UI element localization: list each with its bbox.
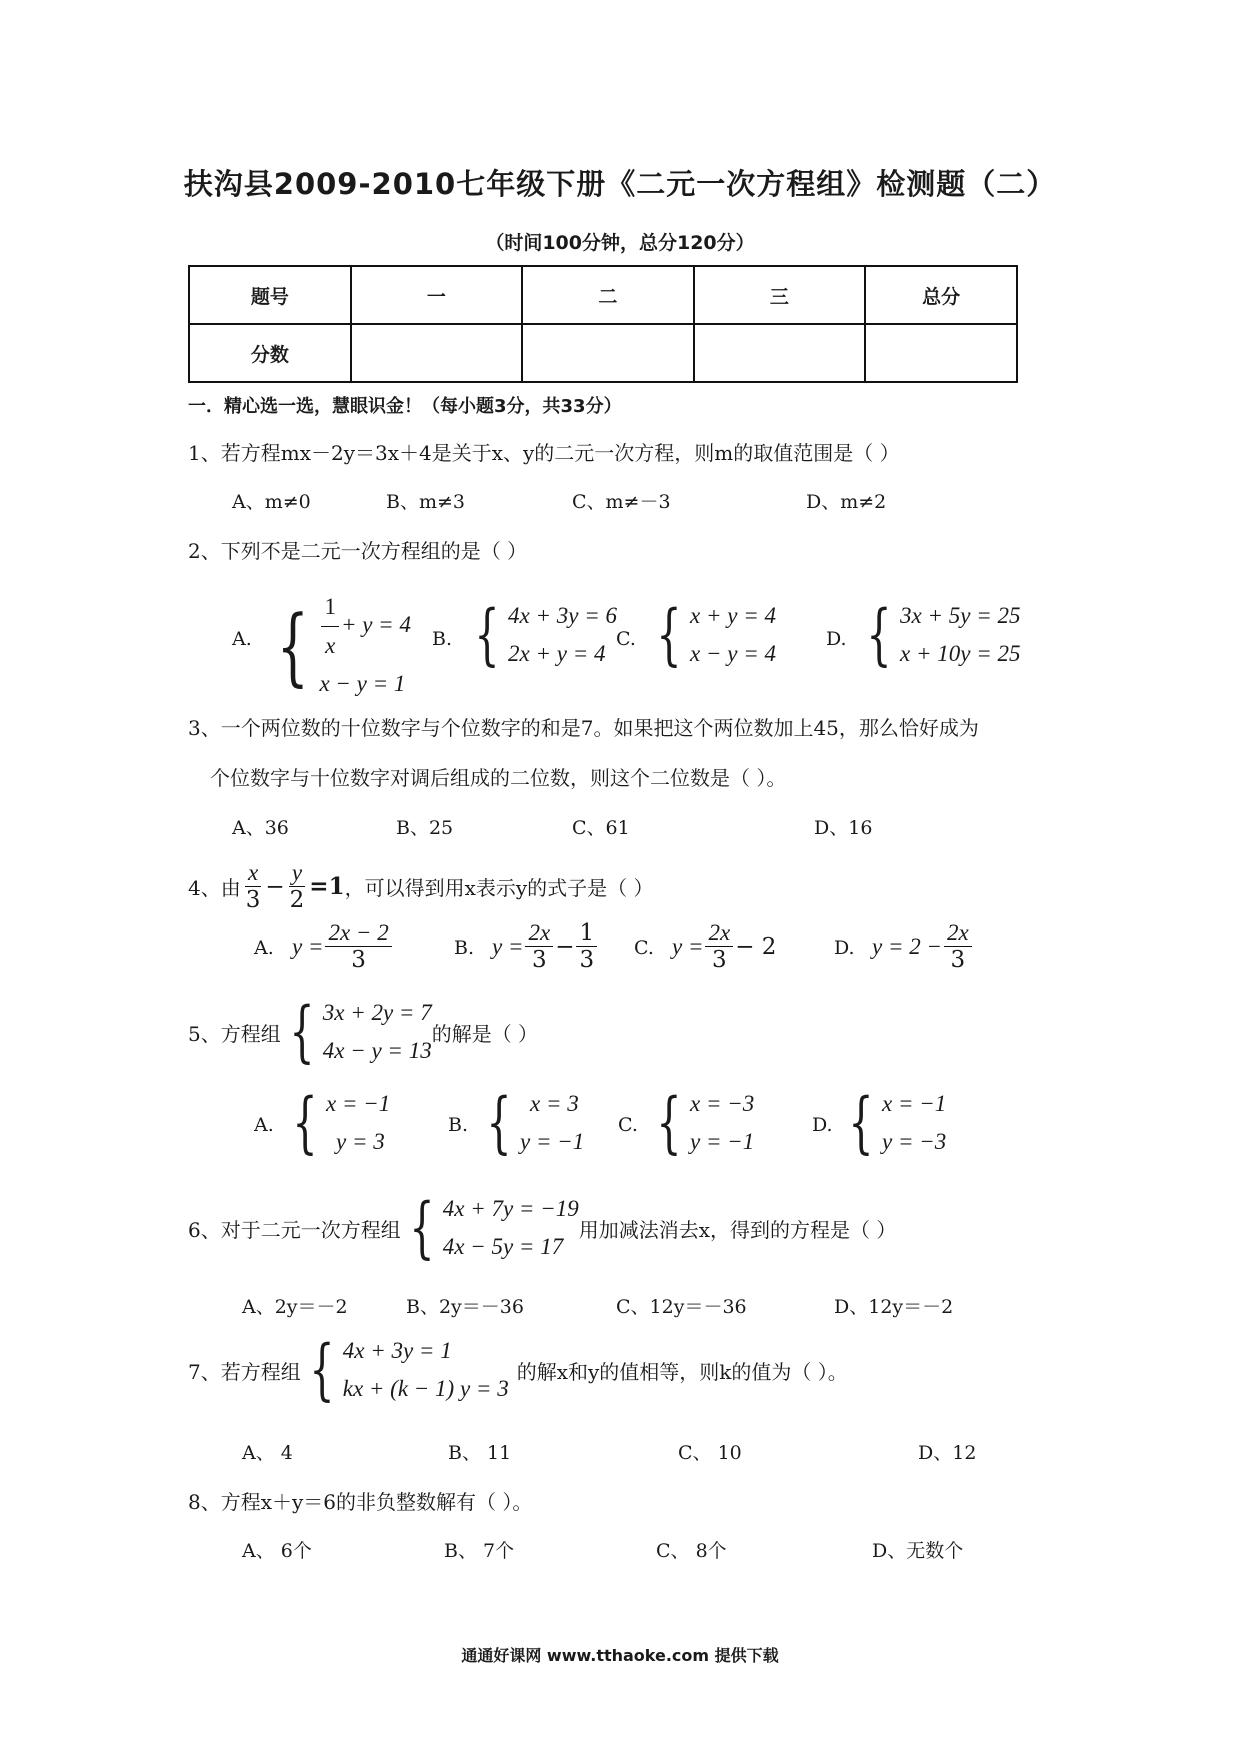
q4-label-d: D. (834, 937, 855, 959)
question-3-stem-line2: 个位数字与十位数字对调后组成的二位数，则这个二位数是（ ）。 (210, 766, 787, 790)
equation-line: y = 3 (336, 1129, 385, 1154)
brace-icon: { (409, 1189, 435, 1266)
q2-system-b (466, 597, 617, 673)
fraction-numerator: 1 (576, 920, 597, 947)
fraction-numerator: 2x (944, 920, 972, 947)
q6-option-d: D、12y＝－2 (834, 1296, 954, 1318)
equation-line: 3x + 2y = 7 (322, 1000, 432, 1025)
question-7-stem (188, 1332, 848, 1408)
table-row (189, 266, 1017, 324)
brace-icon: { (309, 1331, 335, 1408)
question-8-stem: 8、方程x＋y＝6的非负整数解有（ ）。 (188, 1490, 533, 1514)
question-4-stem (188, 860, 654, 913)
q2-label-b: B. (432, 628, 453, 650)
q8-option-a: A、 6个 (242, 1540, 312, 1562)
fraction-denominator: 3 (351, 947, 366, 973)
fraction-denominator: 3 (532, 947, 547, 973)
table-cell: 一 (351, 266, 523, 324)
equation-line: kx + (k − 1) y = 3 (342, 1376, 509, 1401)
table-cell: 二 (522, 266, 694, 324)
q8-option-b: B、 7个 (444, 1540, 515, 1562)
fraction-numerator: x (245, 860, 261, 887)
q4-option-d (872, 920, 974, 973)
q5-option-b (478, 1085, 584, 1161)
equation-line: x + y = 4 (690, 603, 776, 628)
stem-text: 用加减法消去x，得到的方程是（ ） (578, 1217, 897, 1242)
stem-text: 4、由 (188, 876, 241, 900)
question-3-stem-line1: 3、一个两位数的十位数字与个位数字的和是7。如果把这个两位数加上45，那么恰好成为 (188, 716, 979, 740)
equation-line: y = −1 (690, 1129, 755, 1154)
q1-option-c: C、m≠－3 (572, 491, 671, 513)
equation-part: y = 2 − (872, 933, 942, 959)
fraction-numerator: 2x − 2 (325, 920, 391, 947)
footer-credit: 通通好课网 www.tthaoke.com 提供下载 (461, 1646, 779, 1665)
q4-option-b (492, 920, 599, 973)
equation-line: y = −3 (882, 1129, 947, 1154)
stem-text: 7、若方程组 (188, 1359, 301, 1384)
brace-icon: { (486, 1084, 512, 1161)
score-input-cell[interactable] (351, 324, 523, 382)
equation-line: y = −1 (520, 1129, 585, 1154)
q3-option-a: A、36 (232, 817, 289, 839)
equation-line: x − y = 1 (319, 671, 406, 696)
equation-line: x = −3 (690, 1091, 755, 1116)
equals-one: =1 (309, 873, 345, 900)
q8-option-c: C、 8个 (656, 1540, 727, 1562)
q4-label-c: C. (634, 937, 654, 959)
brace-icon: { (292, 1084, 318, 1161)
q2-system-c (648, 597, 776, 673)
stem-text: ，可以得到用x表示y的式子是（ ） (344, 876, 654, 900)
q2-label-c: C. (616, 628, 636, 650)
fraction-denominator: 3 (579, 947, 595, 973)
equation-line: 4x + 3y = 1 (342, 1338, 452, 1363)
equation-part: y = (492, 933, 524, 959)
score-table (188, 265, 1018, 383)
equation-line: x − y = 4 (690, 641, 776, 666)
q4-label-a: A. (254, 937, 274, 959)
equation-line: 4x + 3y = 6 (508, 603, 617, 628)
fraction-numerator: 1 (321, 588, 339, 627)
q1-option-d: D、m≠2 (806, 491, 887, 513)
q5-option-d (840, 1085, 946, 1161)
stem-text: 6、对于二元一次方程组 (188, 1217, 401, 1242)
equation-line: 3x + 5y = 25 (900, 603, 1021, 628)
q5-label-a: A. (254, 1114, 274, 1136)
equation-part: y = (672, 933, 704, 959)
q1-option-b: B、m≠3 (386, 491, 465, 513)
q7-option-c: C、 10 (678, 1442, 742, 1464)
score-input-cell[interactable] (865, 324, 1017, 382)
equation-line: x = 3 (530, 1091, 579, 1116)
table-cell: 三 (694, 266, 866, 324)
fraction-numerator: y (289, 860, 305, 887)
table-cell: 分数 (189, 324, 351, 382)
fraction-denominator: x (325, 633, 336, 658)
table-cell: 题号 (189, 266, 351, 324)
equation-part: + y = 4 (340, 611, 411, 637)
fraction-denominator: 3 (712, 947, 727, 973)
fraction-numerator: 2x (525, 920, 553, 947)
fraction-numerator: 2x (705, 920, 733, 947)
equation-line: 2x + y = 4 (508, 641, 606, 666)
question-5-stem (188, 994, 538, 1070)
equation-line: x = −1 (326, 1091, 391, 1116)
q5-label-c: C. (618, 1114, 638, 1136)
brace-icon: { (474, 596, 500, 673)
question-2-stem: 2、下列不是二元一次方程组的是（ ） (188, 539, 528, 563)
stem-text: 的解x和y的值相等，则k的值为（ ）。 (516, 1359, 848, 1384)
question-1-stem: 1、若方程mx－2y＝3x＋4是关于x、y的二元一次方程，则m的取值范围是（ ） (188, 441, 900, 465)
q7-option-b: B、 11 (448, 1442, 512, 1464)
q5-label-d: D. (812, 1114, 833, 1136)
page-title: 扶沟县2009-2010七年级下册《二元一次方程组》检测题（二） (183, 167, 1057, 201)
fraction-denominator: 3 (245, 887, 261, 913)
q3-option-c: C、61 (572, 817, 630, 839)
q6-option-b: B、2y＝－36 (406, 1296, 524, 1318)
equation-line: 4x − 5y = 17 (442, 1234, 564, 1259)
operator: − (555, 933, 575, 960)
equation-line: 4x − y = 13 (322, 1038, 432, 1063)
q2-label-a: A. (232, 628, 252, 650)
q2-system-d (858, 597, 1020, 673)
brace-icon: { (289, 993, 315, 1070)
q4-option-a (292, 920, 394, 973)
q2-system-a (266, 588, 411, 703)
q7-option-d: D、12 (918, 1442, 977, 1464)
brace-icon: { (848, 1084, 874, 1161)
brace-icon: { (866, 596, 892, 673)
score-input-cell[interactable] (694, 324, 866, 382)
brace-icon: { (656, 596, 682, 673)
fraction-denominator: 3 (950, 947, 966, 973)
q1-option-a: A、m≠0 (232, 491, 311, 513)
score-input-cell[interactable] (522, 324, 694, 382)
q7-option-a: A、 4 (242, 1442, 293, 1464)
table-cell: 总分 (865, 266, 1017, 324)
equation-line: x = −1 (882, 1091, 947, 1116)
equation-part: − 2 (735, 933, 777, 960)
q6-option-a: A、2y＝－2 (242, 1296, 348, 1318)
q3-option-b: B、25 (396, 817, 454, 839)
q5-label-b: B. (448, 1114, 469, 1136)
equation-line: 4x + 7y = −19 (442, 1196, 579, 1221)
operator: − (265, 873, 285, 900)
brace-icon: { (656, 1084, 682, 1161)
q6-option-c: C、12y＝－36 (616, 1296, 747, 1318)
brace-icon: { (276, 596, 309, 695)
fraction-denominator: 2 (289, 887, 305, 913)
q5-option-c (648, 1085, 754, 1161)
q5-option-a (284, 1085, 390, 1161)
q2-label-d: D. (826, 628, 847, 650)
q4-option-c (672, 920, 776, 973)
section-heading: 一．精心选一选，慧眼识金！（每小题3分，共33分） (188, 396, 622, 417)
q8-option-d: D、无数个 (872, 1540, 964, 1562)
stem-text: 的解是（ ） (431, 1021, 539, 1046)
table-row (189, 324, 1017, 382)
equation-part: y = (292, 933, 324, 959)
question-6-stem (188, 1190, 896, 1266)
equation-line: x + 10y = 25 (900, 641, 1021, 666)
q3-option-d: D、16 (814, 817, 873, 839)
stem-text: 5、方程组 (188, 1021, 281, 1046)
q4-label-b: B. (454, 937, 475, 959)
page-subtitle: （时间100分钟，总分120分） (485, 232, 755, 254)
